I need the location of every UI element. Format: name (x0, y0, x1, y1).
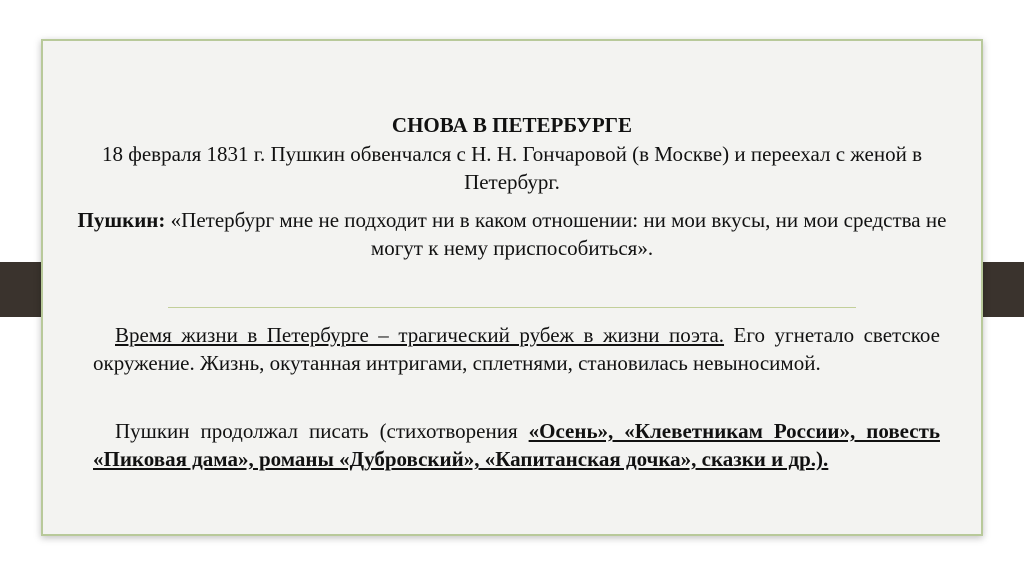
quote-text: «Петербург мне не подходит ни в каком отношении: ни мои вкусы, ни мои средства не могут к нему приспособиться». (165, 208, 947, 260)
quote-speaker: Пушкин: (77, 208, 166, 232)
intro-text: 18 февраля 1831 г. Пушкин обвенчался с Н. Н. Гончаровой (в Москве) и переехал с женой в Петербург. (102, 142, 922, 194)
paragraph-underlined-sentence: Время жизни в Петербурге – трагический рубеж в жизни поэта. (115, 323, 725, 347)
pushkin-quote (70, 206, 954, 262)
paragraph-petersburg-life (93, 321, 940, 377)
slide-heading: СНОВА В ПЕТЕРБУРГЕ (391, 113, 633, 137)
divider-line (168, 307, 856, 308)
works-list: «Осень», «Клеветникам России», повесть «Пиковая дама», романы «Дубровский», «Капитанская дочка», сказки и др.). (93, 419, 940, 471)
paragraph-works-lead: Пушкин продолжал писать (стихотворения (115, 419, 529, 443)
paragraph-works (93, 417, 940, 473)
paragraph-rest: Его угнетало светское окружение. Жизнь, окутанная интригами, сплетнями, становилась невыносимой. (93, 323, 940, 375)
